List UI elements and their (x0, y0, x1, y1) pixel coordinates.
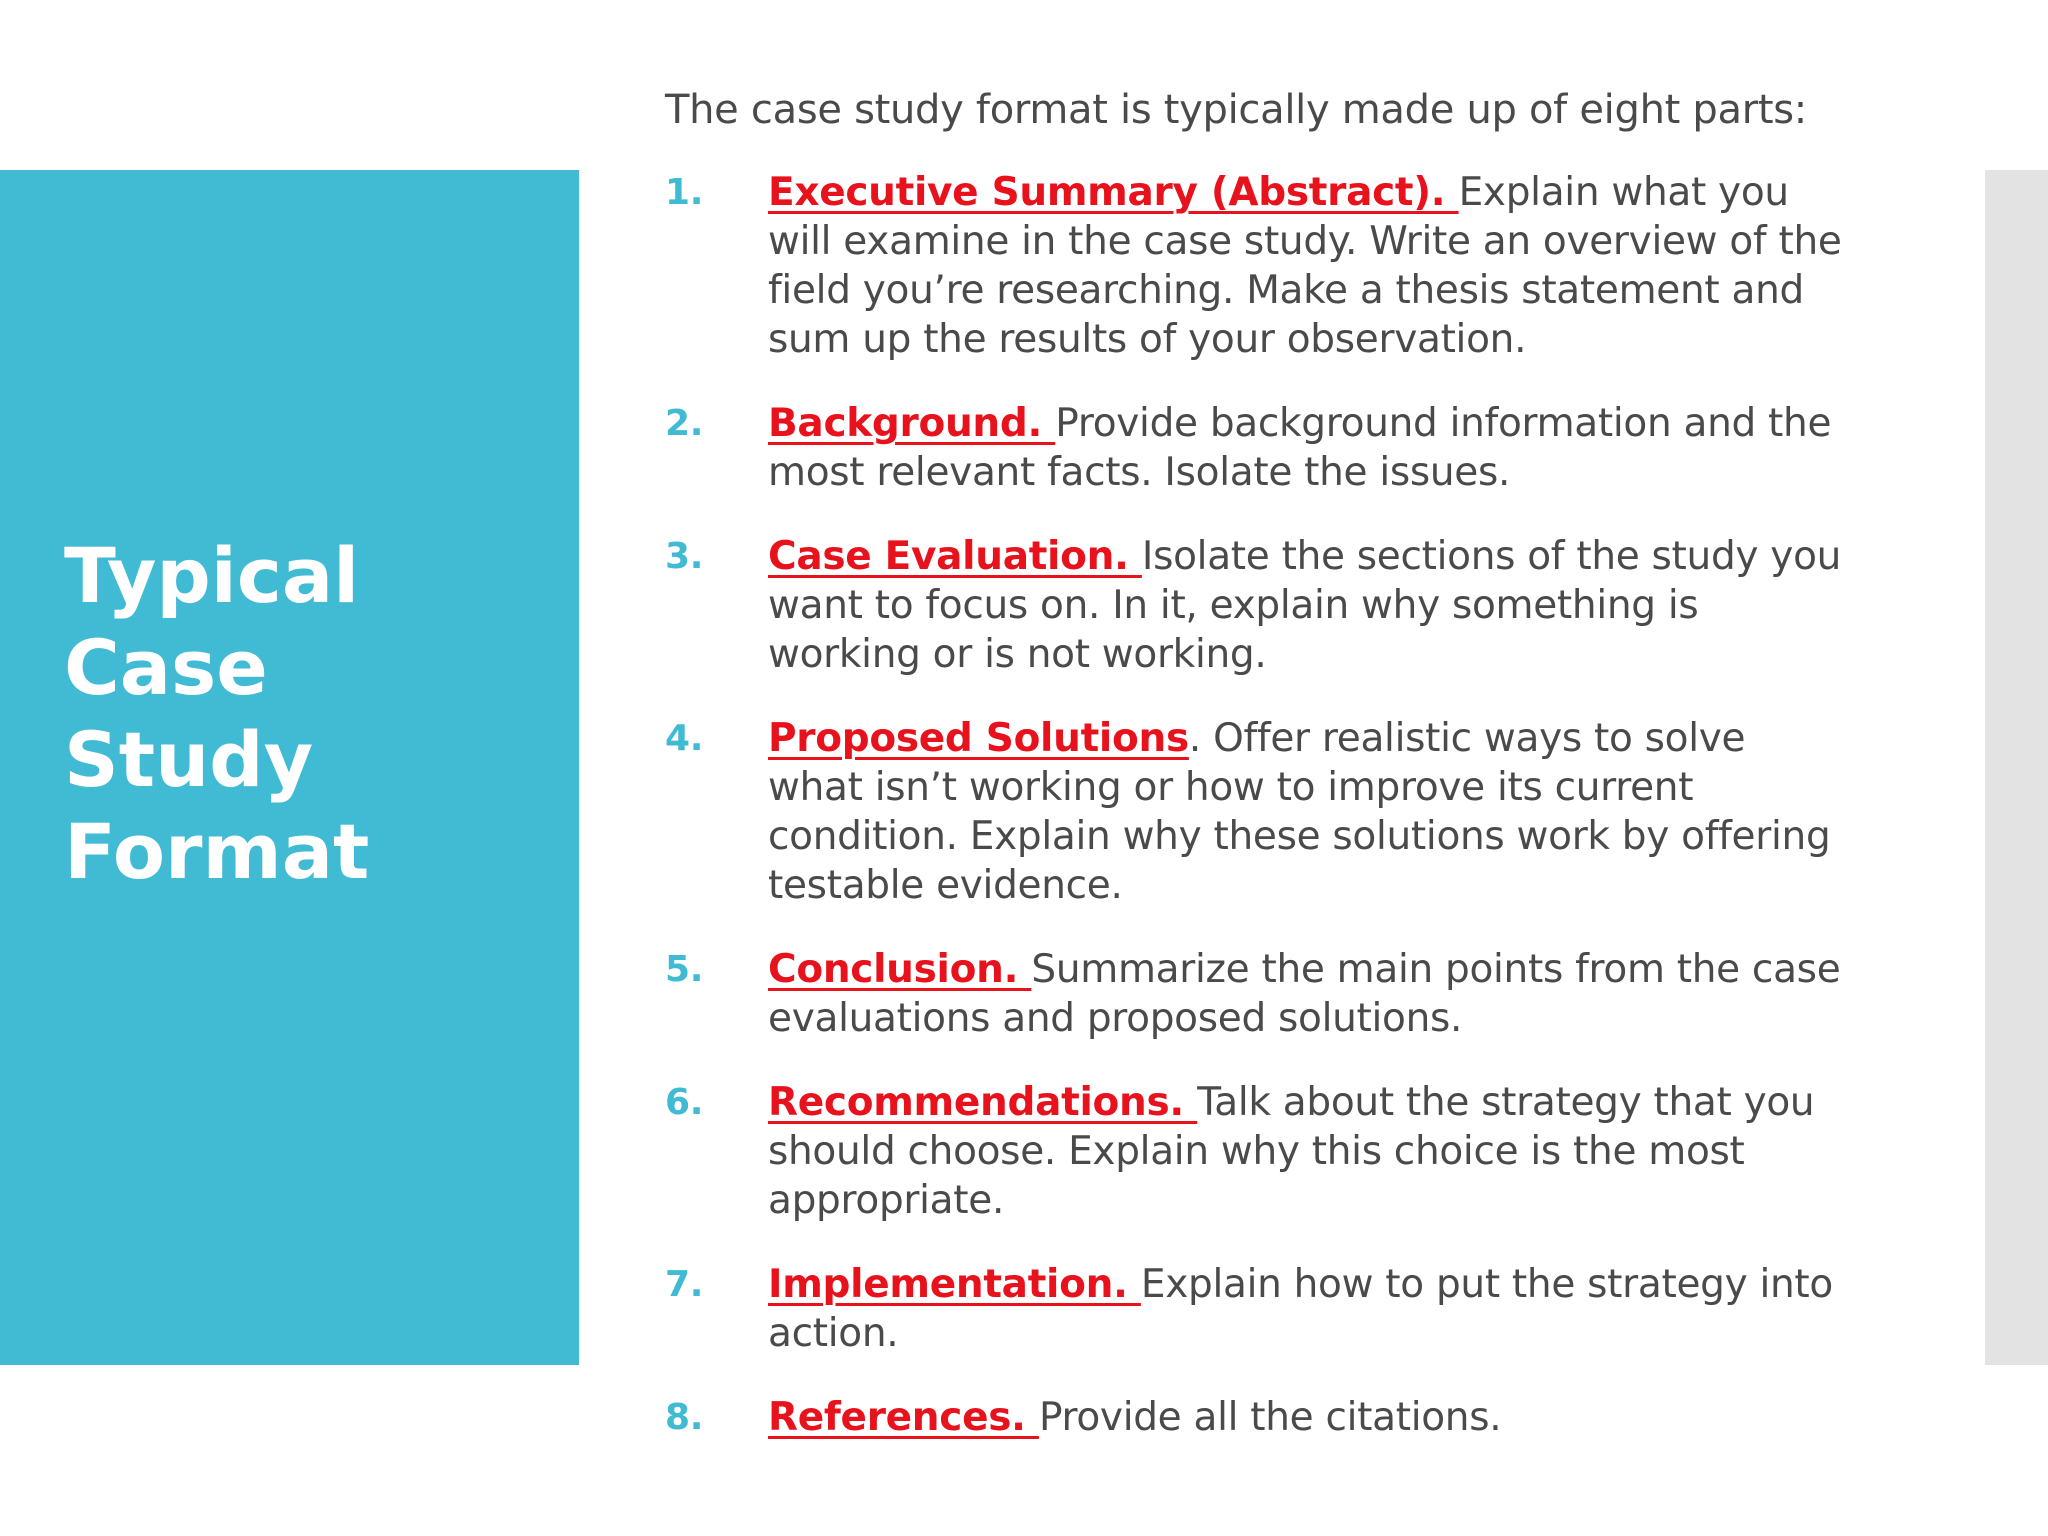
title-line: Typical (64, 531, 360, 620)
step-heading: Background. (768, 401, 1056, 446)
step-number: 8. (665, 1397, 704, 1438)
step-number: 2. (665, 403, 704, 444)
step-number: 4. (665, 718, 704, 759)
step-item (665, 399, 1845, 497)
step-number: 7. (665, 1264, 704, 1305)
step-item (665, 532, 1845, 679)
step-heading: Recommendations. (768, 1080, 1198, 1125)
step-heading: Case Evaluation. (768, 534, 1142, 579)
step-body: Explain how to put the strategy into action. (768, 1262, 1833, 1356)
step-number: 6. (665, 1082, 704, 1123)
step-item (665, 714, 1845, 910)
title-line: Format (64, 807, 370, 896)
step-body: Summarize the main points from the case evaluations and proposed solutions. (768, 947, 1841, 1041)
step-item (665, 1260, 1845, 1358)
step-body: Provide all the citations. (1038, 1395, 1502, 1440)
step-number: 3. (665, 536, 704, 577)
step-item (665, 945, 1845, 1043)
step-heading: Conclusion. (768, 947, 1032, 992)
step-body: Isolate the sections of the study you want to focus on. In it, explain why something is working or is not working. (768, 534, 1842, 677)
step-body: . Offer realistic ways to solve what isn’t working or how to improve its current condition. Explain why these solutions work by offering testable evidence. (768, 716, 1831, 908)
steps-list (665, 168, 1845, 1442)
title-line: Case (64, 623, 268, 712)
step-item (665, 1078, 1845, 1225)
content-area (665, 86, 1845, 1477)
step-heading: Executive Summary (Abstract). (768, 170, 1459, 215)
slide-title (64, 530, 544, 898)
step-body: Provide background information and the most relevant facts. Isolate the issues. (768, 401, 1832, 495)
right-side-strip (1985, 170, 2048, 1365)
step-item (665, 1393, 1845, 1442)
step-heading: Proposed Solutions (768, 716, 1189, 761)
step-item (665, 168, 1845, 364)
step-body: Talk about the strategy that you should choose. Explain why this choice is the most appropriate. (768, 1080, 1815, 1223)
step-number: 5. (665, 949, 704, 990)
step-number: 1. (665, 172, 704, 213)
step-heading: References. (768, 1395, 1039, 1440)
step-body: Explain what you will examine in the case study. Write an overview of the field you’re researching. Make a thesis statement and sum up the results of your observation. (768, 170, 1842, 362)
step-heading: Implementation. (768, 1262, 1141, 1307)
intro-text: The case study format is typically made up of eight parts: (665, 87, 1807, 133)
title-line: Study (64, 715, 314, 804)
